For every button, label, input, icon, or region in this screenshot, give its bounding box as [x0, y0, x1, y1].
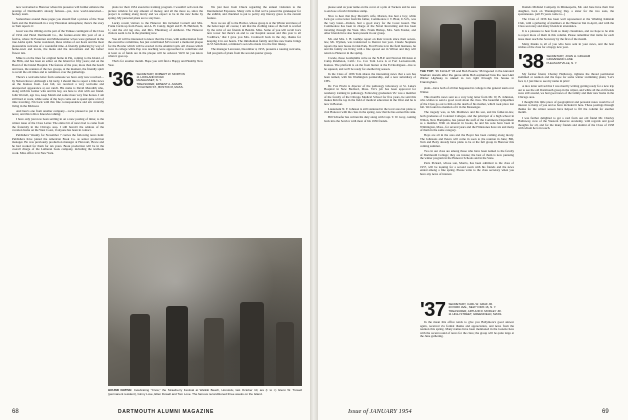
class-year-1938: '38 [518, 50, 544, 73]
right-col-3-text [518, 6, 614, 50]
paragraph: I have only just now been settling in on a new posting of mine; to the winter issue of the Class Letter. The entire bit of news had to come from the fraternity in the Chicago area. I still haven't the address of the vacation home on the West Coast, if anyone has been in contact. [12, 117, 104, 133]
secretary-1938: SECRETARY, JOHN H. GRAHAM [546, 53, 591, 58]
paragraph: plant—have both of all that happened in college is the general team over Winter. [420, 86, 514, 94]
paragraph: The tragedy was, as Mr. Matthews and his son, and his father-in-law, both graduates of Colonial Colleges, and the principal of a high school in Wilton, New Hampshire, has joined the staff of the Commerce Department as a member. With an interest in books, he and his sons have been in Wilmington, Mass., for several years and the Flintstones have six and many of them in the same category. [420, 110, 514, 133]
spine-gutter [310, 0, 318, 420]
caption-text: Celebrating "Crew," the Strawberry Festival at Waikiki Beach, Honolulu, last October 10, are (l. to r.) Glenn W. Trowell (permanent resident), Ginny Love, Ellen Dowell and Tom Love. The famous reconditioned three weeks on the Island. [108, 388, 302, 396]
paragraph: In the Class of 1936 Tom shares the interesting news that a son has been named, with his Washington partnership, and a new subsidiary of CBS. [324, 71, 416, 83]
left-col-3 [207, 6, 301, 57]
treasurer-address-1937: 11 HIGH STREET, GREENFIELD, MASS. [448, 312, 503, 317]
person-figure [166, 306, 188, 386]
left-col-2-text [108, 6, 203, 68]
class-year-1936: '36 [108, 68, 134, 91]
caption-lead: THE TOP: [420, 70, 434, 73]
paragraph: The manager Lancaster, December 4, 1953, presents a rousing welcome, full program of plans from the second quarter group. [207, 47, 301, 55]
class-1937-text [420, 321, 514, 339]
paragraph: Cwade, those Goldsmiths write us the N.H.P. and Newton Division at Camp Pendleton, Calif.: Co. Col. Tom Love is at Fort Leavenworth, Kansas. The platform is on the front burner at the Ed Rodriguez—has to be squared, and we'll be ready for another big season. [324, 55, 416, 71]
person-figure [440, 24, 462, 68]
secretary-1937: SECRETARY, CARL W. GRAF JR. [448, 302, 493, 306]
secretary-address-1937: 20 PARK AVE., NEW YORK 16, N. Y. [448, 305, 497, 310]
paragraph: please send us your name on the cover of a pile of Tuckers and be sure to enclose a fresh Christmas stamp. [324, 6, 416, 13]
class-1938-text [518, 73, 614, 131]
paragraph: The Class of 1936 has been well represented at the Winding Kimsiah Club, with a gathering of members at the Hanover Inn in April, and with the Class secretary and many friends in attendance. [518, 17, 614, 29]
publication-name: DARTMOUTH ALUMNI MAGAZINE [118, 409, 214, 415]
right-col-1 [324, 6, 416, 125]
paragraph: A nice letter arrived that I was merrily writing getting ready for a new trip out to see the old Dartmouth group in the winter, and while all the old friends were still around, we had good news of the family and their new home in the Chicago area. [518, 84, 614, 99]
paragraph: Bill Schaefer has written his duty along with Capt. T. W. Gray, coming back into the Service with most of his 1936 friends. [324, 115, 416, 124]
class-1937-block [420, 298, 514, 340]
paragraph: We just hear from Chuck regarding the annual visitation to the International Exposure. Many calls to find we've passed the gatekeeper for the exhibit, and chuckled to put to policy any literary grace to the current feature. [207, 6, 301, 20]
class-officers-1937 [449, 301, 503, 317]
treasurer-1936: TREASURER, ERNEST A. ADAMS [136, 81, 182, 86]
paragraph: Dr. Fox Elwin is director of the pathology laboratory at St. Luke's Hospital in New Bedford, Mass. Vic's job has been approved for residency training in pathology. Following graduation Vic was a member of the faculty of the Chicago Medical School for five years, he said this makes him the top in the field of medical education in the West and he is now in Boston. [324, 83, 416, 106]
photo-caption-right [420, 70, 514, 84]
class-officers-1936 [137, 71, 185, 90]
issue-date: Issue of JANUARY 1954 [348, 408, 412, 415]
left-col-3-text [207, 6, 301, 55]
paragraph: In the mean this office tends to give you Ballymore's good answer again, received via formal thanks and appreciation, and news from the reunion this spring. Many names have been mentioned in the Gazette here with the recent round of news for the class; the group will be quite large at the June gathering. [420, 320, 514, 339]
person-figure [474, 20, 496, 68]
right-col-3 [518, 6, 614, 132]
person-figure [276, 322, 294, 386]
secretary-address-1936: 11 LOWLAND ROAD [136, 74, 164, 79]
treasurer-address-1936: 72 FAYARD ST., BOSTON 8, MASS. [136, 85, 184, 90]
paragraph: Parts Pickard, whose son, Morris, has been admitted to the class of 1957, will be looking for a second room with his friends and the news ended among a fine spring. Please write to the class secretary when you have any news of interest. [420, 161, 514, 176]
paragraph: Two in our class are among those who have been named to the faculty of Dartmouth College; they are trustee; the best of them is now pursuing the winter program in the Hanover Schools and in the State. [420, 149, 514, 161]
secretary-city-1938: PLEASANTVILLE, N. Y. [546, 60, 578, 65]
paragraph: Mike is on the lines for original home in Pin, coming to the Island, of the Hills, and has been an editor on the Island for fifty years; and on the Board of the Island Hospital. The feature of the year, more than the beach and trees, the reunion of the two groups, at the moment, the friendly spirit to recall the old times and to reminisce over the gatherings. [12, 55, 104, 75]
left-col-2 [108, 6, 203, 92]
secretary-1936: SECRETARY, ROBERT W. MORTON [136, 71, 185, 76]
paragraph: Boys are all in the area and the Boyer has been coming along nicely. The Johnsons and Peters will come in soon to the reunion in June; Bill, Tom and Betty already have plans to be at the full group in Hanover this coming summer. [420, 133, 514, 148]
left-page [0, 0, 310, 420]
paragraph: There's a welcome letter from someone we have only now received—by Nelson Rowe: Although a bit tardy, I should like to report a little news on the Kansas front. Last fall, we received a very welcome and unexpected appearance at our ranch. His name is David Meredith who, along with his former wife and his boy, are here to visit with our friend. John Worrell, age two, keep Marsh and some more very fine horses. I am still hard at work, while some of the boys come out to spend quite a bit of time traveling. I'm back with this fine correspondence and am currently living in the Midwest. [12, 75, 104, 108]
secretary-city-1936: MANHASSET, N. Y. [136, 78, 162, 83]
page-number-left: 68 [12, 409, 19, 415]
class-heading-1937 [420, 301, 514, 319]
right-page [318, 0, 628, 420]
right-col-2-text [420, 87, 514, 177]
paragraph: plans for their 1954 executive training program. I wouldn't sell even the picture window for any amount of money, and all the more so, since the project is coming along nicely and we expect to be in the new home by spring. My personal plans are to stay here. [108, 6, 203, 20]
paragraph: My former friend, Charley Hathaway, tightens the thread permission stemmed at reunion and the hope for some winter swimming plans; 'Let's face it, I just like to see my name in print.' [518, 71, 614, 83]
paragraph: Many thanks to all of you who have sent in your news, and the best wishes of the class for a happy new year. [518, 41, 614, 50]
paragraph: It is a pleasure to hear from so many classmates, and we hope to be able to report more of them in this column. Please remember that items for each issue must reach the Secretary by the first of the month. [518, 29, 614, 41]
paragraph: I thought this little piece of geographical and personal notes would be of interest to many of you and so have included it here. These postings through thanks for the winter season have helped to fill the column for another month. [518, 99, 614, 115]
paragraph: I was further delighted to get a card from our old friend Mr. Charley Hathaway, now of the Western Reserve Academy, with regards and good thoughts for all, and for the many friends and alumni of the Class of 1938 with whom he is in touch. [518, 115, 614, 131]
paragraph: Nice to hear that Roy Merrall's wife, Marion, has had a boy; while Jack got a nice letter from his father, Commodore J. T. Blair, U.S.N., was the very latest—Dalton, had a good story for the Coast Guard. The Commodore has been in charge of the Naval Recruiting and has been traveling through the West. Mrs. Frank Bishop, Mrs. Sam Fessler, and other friends have also been present in our group. [324, 13, 416, 36]
person-figure [204, 318, 224, 386]
paragraph: And here's one from another company—we're pleased to put it in the news; and this is Rice Knowles talking: [12, 108, 104, 117]
caption-lead: HOUND NATIVE: [108, 388, 133, 392]
person-figure [130, 314, 150, 386]
class-officers-1938 [547, 53, 591, 65]
paragraph: Somewhere around these pages you should find a picture of the Trout farm and the Dartmouth in a very Hawaiian atmosphere; there's the story as Tom reports it: [12, 17, 104, 29]
paragraph: Lieutenant N. F. Johnson is still stationed in the local area but plans to visit Hanover with the class in the spring, now that he has earned his rank. [324, 106, 416, 115]
right-col-1-text [324, 6, 416, 124]
paragraph: Publishers' Weekly for November 7 carries the following news item: Publishers have joined the American Book Co. as senior production manager. He was previously production manager at Harcourt, Brace and he had worked for them for ten years. Book production will be in the overall charge of the Lutheran book company, including the textbook work. Miss office is in New York. [12, 133, 104, 155]
stadium-photo [420, 6, 514, 68]
paragraph: now welcomed to Hanover where his presence will further enhance the prestige of Dartmouth's already famous—yes, now world-renowned—hockey team. [12, 6, 104, 17]
paragraph: Lucky recent visitors to the Hanover Inn included Cornell and Mrs. Frank Curtis up from Essex, and A. H. Cundy, Ingall and E. H. Hubbard, N. J.; and the old tug also, and Mrs. Ehrenberg of Amherst. The Hanover visitors seem to be in the planning now. [108, 20, 203, 36]
photo-caption-left [108, 389, 302, 396]
left-col-1-text [12, 6, 104, 155]
paragraph: Daniels Midland Company in Minneapolis, Mr. and Jane have their first daughter, born on Thanksgiving Day, a sister for the two sons, the spontaneous. (All 35 years come to...) [518, 6, 614, 17]
caption-text: '36 KLIGHT '36 and Bob Pearce '36 lingered in the Harvard Stadium stands after the game while Bob explained how the new Hart Winter Highway is slated to run right through his house in Framingham. [420, 70, 514, 84]
class-heading-1936 [108, 68, 203, 91]
treasurer-1937: TREASURER, ARTHUR R. MORLEY JR. [448, 308, 502, 313]
paragraph: You all will be interested to know that the Class, with authorization from the executive committee, has just contributed $25 toward a memorial plaque for the Bowler which will be erected in the Alumni Gym. All classes which were in college while Pop was teaching were approached to contribute and at least as of funds are in the plaque will be ordered. We'll let you know when it goes up. [108, 36, 203, 59]
class-heading-1938 [518, 50, 614, 73]
class-year-1937: '37 [420, 299, 446, 321]
paragraph: Mr. and Mrs. J. H. Guthrie report on their travels since their son-in-law, Mr. Wyman, was transferred to Denver last year. Claude Stephens reports the new house in Oak Park. Fred Evans is in the field business, he and his family are living with a fine spread out in Wilton and they will return to Hanover in the spring. [324, 36, 416, 55]
paragraph: That's for another month. Hope you will find a Happy and Healthy New Year. [108, 59, 203, 67]
secretary-address-1938: GRAVESEND LANE [546, 57, 573, 62]
beach-party-photo [108, 238, 302, 386]
person-figure [240, 302, 264, 386]
left-col-1 [12, 6, 104, 157]
paragraph: Great was the ribbing on the part of the Yankee contingent of the Class of 1934 and Hotel Dartmouth Co., the feature-event this year of an a festive, where 34 Easterner and Midwesterner wives were gathered in the true Aloha spirit. Some wondered, these wishes of our hosts and the most pleasurable welcome of a wonderful time. A friendly gathering by way of home-town and locale, the menu and the decorations and the ladies' flower leis. [12, 29, 104, 55]
paragraph: This month's news sent us a very long letter from Mr. W. B. Johnston, who wishes to send a good word about the class. The beautiful sympathies of the Class go out to him on the death of his mother, which took place last fall. We found no mention of it in the Messenger. [420, 94, 514, 110]
paragraph: Now we are off to the Harbor, whose group is at the Winter and more of the better kept off course; I am that the clothing ideas of the bell is scarfed by the wrist of our friends in Bendix. Miss. Some of you will recall Joe's new tower but there's an end to our hospital season and this year is all 'Cadillacs,' that I gave you Mrs. Cromwell back in the day, thanks for keeping it in our hearts. The Oklahoman family and fine new home brings in 53 Sam Rand, a minister's son who made it to the first lineup. [207, 20, 301, 47]
right-col-2 [420, 70, 514, 178]
page-number-right: 69 [602, 409, 609, 415]
